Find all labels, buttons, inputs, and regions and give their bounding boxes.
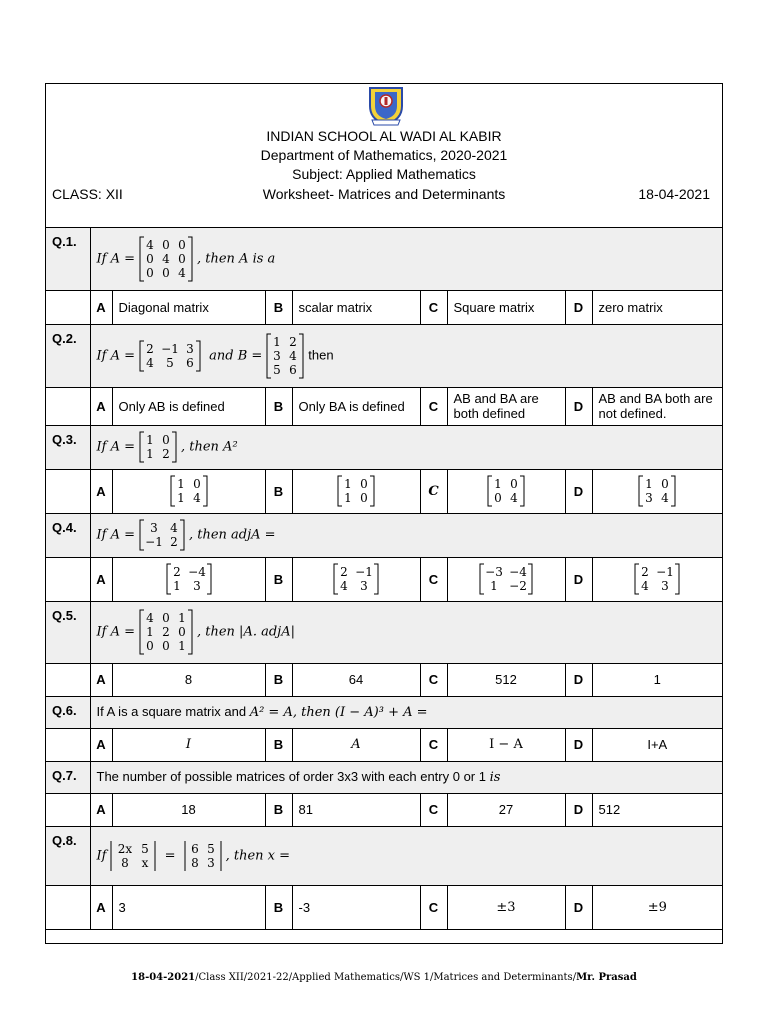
- option-matrix-wrap: [477, 563, 535, 595]
- question-stem: [90, 696, 722, 728]
- matrix-entry: 0: [178, 237, 186, 252]
- option-matrix-wrap: [164, 563, 214, 595]
- matrix-entry: 1: [494, 477, 502, 491]
- stem-determinant-wrap: [182, 840, 224, 872]
- matrix-entry: 1: [176, 477, 185, 491]
- option-answer[interactable]: [447, 387, 565, 425]
- option-letter: D: [565, 793, 592, 826]
- option-answer[interactable]: [592, 728, 722, 761]
- option-text: I+A: [647, 737, 668, 752]
- class-label: CLASS: XII: [52, 186, 123, 202]
- matrix-entry: 6: [190, 841, 199, 856]
- option-letter: D: [565, 290, 592, 324]
- matrix-entry: 0: [146, 251, 154, 266]
- option-letter: D: [565, 885, 592, 929]
- question-stem: [90, 228, 722, 290]
- option-matrix: [477, 563, 535, 595]
- stem-matrix-wrap: [264, 333, 306, 379]
- question-row: [46, 425, 722, 469]
- option-answer[interactable]: [592, 290, 722, 324]
- options-spacer: [46, 728, 90, 761]
- option-answer[interactable]: [112, 290, 265, 324]
- option-answer[interactable]: [447, 885, 565, 929]
- option-text: 27: [498, 802, 514, 817]
- stem-middle: and B =: [205, 347, 263, 363]
- stem-prefix: If A =: [96, 624, 135, 640]
- question-row: [46, 513, 722, 557]
- option-text: AB and BA both are not defined.: [598, 391, 713, 421]
- bracket-right: [675, 564, 679, 594]
- option-text: 64: [348, 672, 364, 687]
- matrix-entry: −2: [509, 579, 527, 593]
- stem-determinant: [182, 840, 224, 872]
- option-matrix: [168, 475, 210, 507]
- option-letter: B: [265, 469, 292, 513]
- options-row: [46, 793, 722, 826]
- department: Department of Mathematics, 2020-2021: [260, 147, 508, 163]
- matrix-entry: 4: [641, 579, 650, 593]
- matrix-entry: 0: [661, 477, 670, 491]
- option-matrix: [636, 475, 678, 507]
- bracket-right: [188, 237, 192, 281]
- bracket-left: [334, 564, 338, 594]
- stem-suffix: , then x =: [225, 847, 291, 863]
- matrix-entry: 4: [192, 491, 201, 505]
- option-matrix-wrap: [632, 563, 682, 595]
- matrix-entry: 4: [289, 348, 298, 363]
- matrix-entry: 2: [146, 341, 154, 356]
- matrix-entry: −1: [656, 565, 675, 579]
- bracket-left: [167, 564, 171, 594]
- option-letter: B: [265, 290, 292, 324]
- stem-middle: =: [160, 847, 180, 863]
- question-number: Q.2.: [46, 324, 90, 387]
- matrix-entry: 4: [162, 251, 170, 266]
- matrix-entry: 4: [146, 355, 154, 370]
- question-stem: [90, 513, 722, 557]
- matrix-entry: 0: [162, 237, 170, 252]
- matrix-entry: 0: [360, 491, 368, 505]
- matrix-entry: 8: [190, 855, 199, 870]
- option-text: ±9: [647, 899, 667, 915]
- options-spacer: [46, 885, 90, 929]
- option-answer[interactable]: [592, 469, 722, 513]
- matrix-entry: 1: [273, 334, 282, 349]
- matrix-entry: −4: [509, 565, 527, 579]
- stem-matrix: [137, 609, 195, 655]
- bracket-right: [180, 520, 184, 550]
- matrix-entry: 8: [121, 855, 130, 870]
- option-answer[interactable]: [592, 663, 722, 696]
- options-spacer: [46, 663, 90, 696]
- matrix-entry: 2: [172, 565, 181, 579]
- option-answer[interactable]: [447, 728, 565, 761]
- options-row: [46, 663, 722, 696]
- question-number: Q.8.: [46, 826, 90, 885]
- option-answer[interactable]: [292, 387, 420, 425]
- question-stem: [90, 425, 722, 469]
- option-letter: A: [90, 387, 112, 425]
- question-stem: [90, 324, 722, 387]
- option-matrix: [331, 563, 381, 595]
- bracket-left: [267, 334, 271, 378]
- matrix-entry: 1: [178, 611, 186, 625]
- option-text: -3: [298, 899, 311, 915]
- matrix-entry: 0: [510, 477, 518, 491]
- footer-author: Mr. Prasad: [576, 972, 637, 983]
- stem-matrix-wrap: [137, 609, 195, 655]
- matrix-entry: 1: [490, 579, 498, 593]
- option-answer[interactable]: [592, 557, 722, 601]
- matrix-entry: 0: [178, 251, 186, 266]
- matrix-entry: 4: [661, 491, 670, 505]
- option-answer[interactable]: [592, 885, 722, 929]
- matrix-entry: 0: [162, 433, 170, 447]
- option-letter: B: [265, 387, 292, 425]
- option-answer[interactable]: [447, 793, 565, 826]
- stem-math: A² = A, then (I − A)³ + A =: [249, 705, 428, 720]
- worksheet-frame: [45, 83, 723, 944]
- matrix-entry: 3: [360, 579, 368, 593]
- stem-text: If A is a square matrix and: [96, 704, 250, 719]
- option-letter: C: [420, 290, 447, 324]
- option-matrix-wrap: [636, 475, 678, 507]
- option-answer[interactable]: [112, 469, 265, 513]
- option-letter: A: [90, 469, 112, 513]
- matrix-entry: 1: [178, 639, 186, 653]
- option-letter: C: [420, 387, 447, 425]
- option-text: 81: [298, 802, 313, 817]
- option-letter: B: [265, 557, 292, 601]
- option-letter: D: [565, 663, 592, 696]
- bracket-right: [188, 610, 192, 654]
- option-text: 3: [118, 899, 126, 915]
- matrix-entry: 5: [206, 841, 215, 856]
- bracket-left: [338, 476, 342, 506]
- options-row: [46, 387, 722, 425]
- stem-matrix-wrap: [137, 519, 187, 551]
- bracket-right: [671, 476, 675, 506]
- option-letter: A: [90, 793, 112, 826]
- matrix-entry: 3: [192, 579, 201, 593]
- matrix-entry: 3: [150, 521, 158, 535]
- matrix-entry: 0: [146, 639, 154, 653]
- option-text: 512: [495, 672, 517, 687]
- matrix-entry: 2: [162, 447, 170, 461]
- option-matrix-wrap: [335, 475, 377, 507]
- question-row: [46, 826, 722, 885]
- option-text: ±3: [496, 899, 516, 915]
- bracket-right: [374, 564, 378, 594]
- option-letter: A: [90, 663, 112, 696]
- matrix-entry: 1: [645, 477, 654, 491]
- stem-prefix: If A =: [96, 251, 135, 267]
- option-letter: D: [565, 728, 592, 761]
- questions-table: [46, 228, 722, 930]
- matrix-entry: 1: [344, 477, 352, 491]
- stem-suffix: , then |A. adjA|: [197, 624, 295, 640]
- matrix-entry: 0: [162, 265, 170, 280]
- stem-suffix: , then A is a: [197, 251, 276, 267]
- question-number: Q.3.: [46, 425, 90, 469]
- footer: [0, 972, 768, 983]
- matrix-entry: 1: [344, 491, 352, 505]
- stem-determinant-wrap: [108, 840, 158, 872]
- option-text: Square matrix: [453, 299, 535, 315]
- option-letter: C: [420, 728, 447, 761]
- matrix-entry: 2: [289, 334, 298, 349]
- matrix-entry: −1: [145, 535, 163, 549]
- option-letter: B: [265, 885, 292, 929]
- option-letter: B: [265, 728, 292, 761]
- option-letter: C: [420, 557, 447, 601]
- matrix-entry: 1: [176, 491, 185, 505]
- option-text: Only AB is defined: [118, 398, 225, 414]
- option-letter: B: [265, 793, 292, 826]
- options-row: [46, 728, 722, 761]
- option-answer[interactable]: [112, 387, 265, 425]
- matrix-entry: 0: [494, 491, 502, 505]
- option-answer[interactable]: [112, 793, 265, 826]
- option-text: I: [185, 737, 192, 752]
- option-letter: A: [90, 728, 112, 761]
- stem-suffix: then: [308, 346, 334, 362]
- matrix-entry: 0: [178, 625, 186, 639]
- question-row: [46, 228, 722, 290]
- option-answer[interactable]: [447, 290, 565, 324]
- matrix-entry: 3: [206, 855, 215, 870]
- worksheet-header: [46, 84, 722, 228]
- bracket-right: [520, 476, 524, 506]
- matrix-entry: 4: [178, 265, 186, 280]
- matrix-entry: −1: [355, 565, 373, 579]
- stem-matrix-wrap: [137, 431, 179, 463]
- question-number: Q.4.: [46, 513, 90, 557]
- option-letter: C: [420, 663, 447, 696]
- question-stem: [90, 601, 722, 663]
- matrix-entry: 2: [340, 565, 348, 579]
- matrix-entry: 4: [340, 579, 348, 593]
- option-matrix: [485, 475, 527, 507]
- matrix-entry: 5: [141, 841, 150, 856]
- question-row: [46, 601, 722, 663]
- option-matrix-wrap: [331, 563, 381, 595]
- matrix-entry: −4: [187, 565, 206, 579]
- bracket-left: [488, 476, 492, 506]
- option-letter: C: [420, 469, 447, 513]
- bracket-left: [140, 520, 144, 550]
- option-text: A: [351, 737, 361, 752]
- matrix-entry: 1: [172, 579, 181, 593]
- option-text: scalar matrix: [298, 299, 373, 315]
- matrix-entry: 0: [162, 611, 170, 625]
- option-answer[interactable]: [592, 793, 722, 826]
- matrix-entry: 5: [166, 355, 174, 370]
- option-answer[interactable]: [292, 557, 420, 601]
- option-letter: D: [565, 557, 592, 601]
- question-row: [46, 761, 722, 793]
- footer-date: 18-04-2021: [131, 972, 196, 983]
- question-number: Q.7.: [46, 761, 90, 793]
- matrix-entry: 2x: [118, 841, 133, 856]
- matrix-entry: x: [142, 855, 149, 870]
- bracket-right: [299, 334, 303, 378]
- matrix-entry: 0: [162, 639, 170, 653]
- stem-determinant: [108, 840, 158, 872]
- stem-matrix-wrap: [137, 340, 203, 372]
- subject: Subject: Applied Mathematics: [292, 166, 476, 182]
- option-letter: C: [420, 793, 447, 826]
- question-number: Q.6.: [46, 696, 90, 728]
- option-answer[interactable]: [292, 728, 420, 761]
- stem-prefix: If: [96, 847, 107, 863]
- option-answer[interactable]: [292, 290, 420, 324]
- matrix-entry: 2: [162, 625, 170, 639]
- bracket-right: [207, 564, 211, 594]
- question-stem: [90, 761, 722, 793]
- question-number: Q.1.: [46, 228, 90, 290]
- stem-matrix: [137, 236, 195, 282]
- matrix-entry: 3: [645, 491, 654, 505]
- bracket-right: [370, 476, 374, 506]
- matrix-entry: 0: [360, 477, 368, 491]
- bracket-left: [635, 564, 639, 594]
- question-number: Q.5.: [46, 601, 90, 663]
- footer-path: /Class XII/2021-22/Applied Mathematics/WS 1/Matrices and Determinants/: [195, 972, 577, 983]
- options-spacer: [46, 290, 90, 324]
- school-crest-icon: [364, 84, 408, 126]
- option-matrix-wrap: [168, 475, 210, 507]
- options-row: [46, 290, 722, 324]
- options-spacer: [46, 793, 90, 826]
- stem-prefix: If A =: [96, 439, 135, 455]
- bracket-right: [196, 341, 200, 371]
- bracket-left: [171, 476, 175, 506]
- bracket-left: [140, 341, 144, 371]
- stem-matrix-wrap: [137, 236, 195, 282]
- option-text: I − A: [489, 737, 523, 752]
- option-matrix: [632, 563, 682, 595]
- option-letter: A: [90, 557, 112, 601]
- option-answer[interactable]: [112, 663, 265, 696]
- stem-matrix: [137, 431, 179, 463]
- matrix-entry: 2: [641, 565, 650, 579]
- option-answer[interactable]: [292, 663, 420, 696]
- stem-text: The number of possible matrices of order 3x3 with each entry 0 or 1: [96, 769, 490, 784]
- matrix-entry: 4: [146, 237, 154, 252]
- option-letter: D: [565, 469, 592, 513]
- matrix-entry: 1: [146, 433, 154, 447]
- stem-prefix: If A =: [96, 527, 135, 543]
- bracket-left: [140, 237, 144, 281]
- worksheet-title: Worksheet- Matrices and Determinants: [262, 186, 506, 202]
- worksheet-date: 18-04-2021: [638, 186, 710, 202]
- options-spacer: [46, 557, 90, 601]
- stem-matrix: [137, 340, 203, 372]
- option-answer[interactable]: [112, 557, 265, 601]
- option-answer[interactable]: [447, 469, 565, 513]
- matrix-entry: 1: [146, 447, 154, 461]
- option-text: Only BA is defined: [298, 398, 405, 414]
- matrix-entry: 4: [510, 491, 518, 505]
- matrix-entry: 2: [170, 535, 178, 549]
- bracket-right: [528, 564, 532, 594]
- option-answer[interactable]: [292, 793, 420, 826]
- matrix-entry: 5: [273, 362, 282, 377]
- matrix-entry: −3: [485, 565, 503, 579]
- matrix-entry: 1: [146, 625, 154, 639]
- options-spacer: [46, 387, 90, 425]
- option-text: 18: [181, 802, 196, 817]
- option-letter: D: [565, 387, 592, 425]
- matrix-entry: 4: [170, 521, 178, 535]
- option-answer[interactable]: [592, 387, 722, 425]
- option-matrix: [164, 563, 214, 595]
- stem-matrix: [137, 519, 187, 551]
- options-row: [46, 885, 722, 929]
- matrix-entry: 4: [146, 611, 154, 625]
- option-text: Diagonal matrix: [118, 299, 209, 315]
- question-row: [46, 324, 722, 387]
- option-answer[interactable]: [447, 557, 565, 601]
- bracket-left: [140, 432, 144, 462]
- option-text: AB and BA are both defined: [453, 391, 539, 421]
- stem-math: is: [489, 770, 501, 785]
- bracket-right: [172, 432, 176, 462]
- bracket-right: [203, 476, 207, 506]
- option-matrix-wrap: [485, 475, 527, 507]
- question-stem: [90, 826, 722, 885]
- bracket-left: [639, 476, 643, 506]
- matrix-entry: 6: [186, 355, 194, 370]
- stem-suffix: , then A²: [181, 439, 238, 455]
- question-row: [46, 696, 722, 728]
- stem-matrix: [264, 333, 306, 379]
- bracket-left: [480, 564, 484, 594]
- option-text: 8: [184, 672, 193, 687]
- matrix-entry: 0: [192, 477, 201, 491]
- option-answer[interactable]: [112, 728, 265, 761]
- options-row: [46, 469, 722, 513]
- matrix-entry: 0: [146, 265, 154, 280]
- option-text: zero matrix: [598, 299, 663, 315]
- school-name: INDIAN SCHOOL AL WADI AL KABIR: [266, 128, 502, 144]
- bracket-left: [140, 610, 144, 654]
- option-letter: A: [90, 290, 112, 324]
- stem-suffix: , then adjA =: [189, 527, 276, 543]
- matrix-entry: 3: [186, 341, 194, 356]
- matrix-entry: −1: [161, 341, 179, 356]
- options-spacer: [46, 469, 90, 513]
- matrix-entry: 3: [273, 348, 282, 363]
- option-text: 512: [598, 802, 621, 817]
- matrix-entry: 6: [289, 362, 298, 377]
- option-answer[interactable]: [112, 885, 265, 929]
- matrix-entry: 3: [661, 579, 670, 593]
- option-letter: C: [420, 885, 447, 929]
- option-answer[interactable]: [292, 469, 420, 513]
- option-answer[interactable]: [292, 885, 420, 929]
- option-answer[interactable]: [447, 663, 565, 696]
- stem-prefix: If A =: [96, 347, 135, 363]
- option-letter: A: [90, 885, 112, 929]
- option-text: 1: [653, 672, 661, 687]
- option-letter: B: [265, 663, 292, 696]
- options-row: [46, 557, 722, 601]
- option-matrix: [335, 475, 377, 507]
